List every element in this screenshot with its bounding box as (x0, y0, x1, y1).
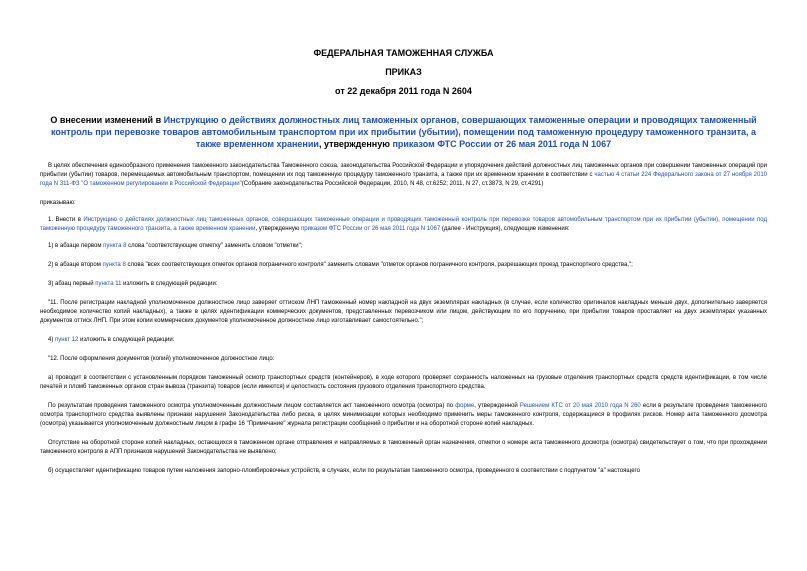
paragraph-point-12b: б) осуществляет идентификацию товаров путем наложения запорно-пломбировочных устройств, в случаях, если по результатам таможенного осмотра, проведенного в соответствии с подпунктом "а" настоящего (48, 468, 640, 474)
paragraph-order: приказываю: (40, 200, 76, 206)
item-1-instruction-link[interactable]: Инструкцию о действиях должностных лиц таможенных органов, совершающих таможенные операции и проводящих таможенный контроль при перевозке товаров автомобильным транспортом при их прибытии (убытии), помещении под таможенную процедуру таможенного транзита, а также временном хранении (40, 217, 768, 232)
document-date: от 22 декабря 2011 года N 2604 (335, 86, 472, 96)
title-instruction-link[interactable]: Инструкцию о действиях должностных лиц таможенных органов, совершающих таможенные операции и проводящих таможенный контроль при перевозке товаров автомобильным транспортом при их прибытии (убытии), помещении под таможенную процедуру таможенного транзита, а также временном хранении (50, 115, 757, 149)
sub-2-text: 2) в абзаце втором (48, 262, 103, 268)
inspection-mid: , утвержденной (474, 403, 520, 409)
sub-4-point-link[interactable]: пункт 12 (55, 337, 79, 343)
sub-2-end: слова "всех соответствующих отметок органов пограничного контроля" заменить словами "отметок органов пограничного контроля, разрешающих проезд транспортного средства,"; (125, 262, 633, 268)
paragraph-sub-2 (40, 261, 767, 270)
sub-2-point-link[interactable]: пункта 8 (102, 262, 126, 268)
item-1-end: (далее - Инструкция), следующие изменения: (440, 226, 570, 232)
item-1-mid: , утвержденную (255, 226, 302, 232)
paragraph-point-12: "12. После оформления документов (копий) уполномоченное должностное лицо: (48, 356, 275, 362)
paragraph-sub-4 (40, 336, 767, 345)
paragraph-sub-1 (40, 242, 767, 251)
sub-1-end: слова "соответствующие отметку" заменить словом "отметки"; (126, 243, 303, 249)
preamble-text: В целях обеспечения единообразного применения таможенного законодательства Таможенного союза, законодательства Российской Федерации и упорядочения действий должностных лиц таможенных органов при совершении таможенных операций при прибытии (убытии) товаров, перемещаемых автомобильным транспортом, помещении их под таможенную процедуру таможенного транзита, а также при их временном хранении в соответствии с (40, 163, 767, 178)
paragraph-point-11: "11. После регистрации накладной уполномоченное должностное лицо заверяет оттиском ЛНП таможенный номер накладной на двух экземплярах накладных (в случае, если количество оригиналов накладных меньше двух, дополнительно заверяется необходимое количество копий накладных), а также в целях идентификации коммерческих документов, представленных перевозчиком или лицом, действующим по его поручению, при прибытии товаров проставляет на двух экземплярах указанных документов оттиск ЛНП. При этом копии коммерческих документов уполномоченное должностное лицо изготавливает самостоятельно."; (40, 300, 767, 324)
paragraph-point-12a: а) проводит в соответствии с установленным порядком таможенный осмотр транспортных средств (контейнеров), в ходе которого проверяет сохранность наложенных на грузовые отделения транспортных средств средств идентификации, в том числе печатей и пломб таможенных органов стран вывоза (транзита) товаров (если имеются) и целостность состояния грузового отделения транспортного средства. (40, 375, 767, 390)
sub-1-text: 1) в абзаце первом (48, 243, 104, 249)
document-type: ПРИКАЗ (385, 67, 422, 77)
document-body (40, 162, 767, 484)
sub-3-point-link[interactable]: пункта 11 (95, 281, 122, 287)
sub-3-end: изложить в следующей редакции: (121, 281, 218, 287)
kts-decision-link[interactable]: Решением КТС от 20 мая 2010 года N 260 (519, 403, 641, 409)
federal-law-link[interactable]: частью 4 статьи 224 Федерального закона от 27 ноября 2010 года N 311-ФЗ "О таможенном регулировании в Российской Федерации" (40, 172, 767, 187)
paragraph-inspection-act (40, 402, 767, 429)
sub-1-point-link[interactable]: пункта 8 (103, 243, 127, 249)
item-1-order-link[interactable]: приказом ФТС России от 26 мая 2011 года N 1067 (301, 226, 441, 232)
item-1-text: 1. Внести в (48, 217, 84, 223)
document-title (40, 114, 767, 150)
issuing-organization: ФЕДЕРАЛЬНАЯ ТАМОЖЕННАЯ СЛУЖБА (313, 48, 494, 58)
form-link[interactable]: форме (455, 403, 475, 409)
sub-3-text: 3) абзац первый (48, 281, 96, 287)
preamble-source: (Собрание законодательства Российской Федерации, 2010, N 48, ст.6252; 2011, N 27, ст.3873, N 29, ст.4291) (241, 181, 544, 187)
paragraph-preamble (40, 162, 767, 189)
title-prefix: О внесении изменений в (50, 115, 164, 125)
title-middle: , утвержденную (318, 139, 393, 149)
paragraph-item-1 (40, 216, 767, 234)
paragraph-absence-note: Отсутствие на оборотной стороне копий накладных, остающихся в таможенном органе отправления и направляемых в таможенный орган назначения, отметки о номере акта таможенного досмотра (осмотра) свидетельствует о том, что при прохождении таможенного контроля в АПП признаков нарушений Законодательства не выявлено; (40, 440, 767, 455)
inspection-end: если в результате проведения таможенного осмотра транспортного средства выявлены признаки нарушения Законодательства либо риска, в целях минимизации которых необходимо применить меры таможенного контроля, содержащиеся в профилях рисков. Номер акта таможенного досмотра (осмотра) указывается уполномоченным должностным лицом в графе 16 "Примечание" журнала регистрации сообщений о прибытии и на оборотной стороне копий накладных. (40, 403, 767, 427)
sub-4-text: 4) (48, 337, 56, 343)
sub-4-end: изложить в следующей редакции: (78, 337, 175, 343)
paragraph-sub-3 (40, 280, 767, 289)
title-order-link[interactable]: приказом ФТС России от 26 мая 2011 года N 1067 (392, 139, 612, 149)
inspection-text: По результатам проведения таможенного осмотра уполномоченным должностным лицом составляется акт таможенного осмотра (осмотра) по (48, 403, 456, 409)
